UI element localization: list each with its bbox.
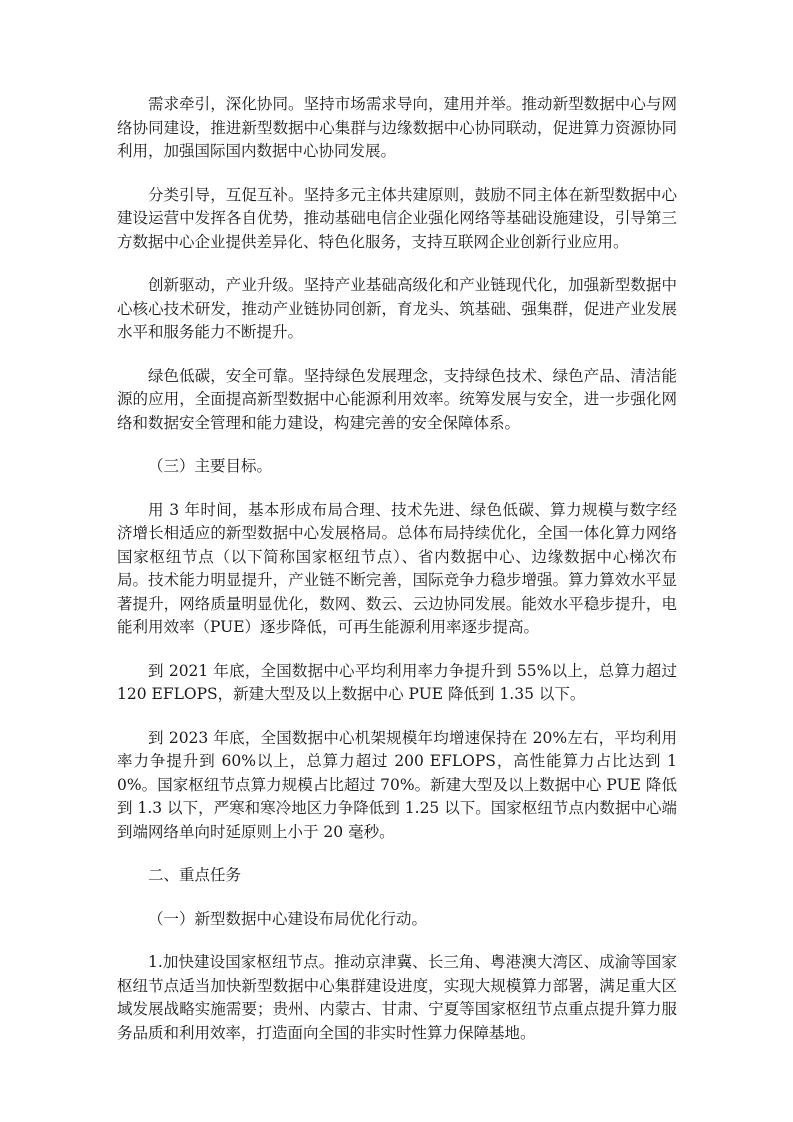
paragraph-three-year-goal: 用 3 年时间，基本形成布局合理、技术先进、绿色低碳、算力规模与数字经济增长相适应的新型数据中心发展格局。总体布局持续优化，全国一体化算力网络国家枢纽节点（以下简称国家枢纽节点）、省内数据中心、边缘数据中心梯次布局。技术能力明显提升，产业链不断完善，国际竞争力稳步增强。算力算效水平显著提升，网络质量明显优化，数网、数云、云边协同发展。能效水平稳步提升，电能利用效率（PUE）逐步降低，可再生能源利用率逐步提高。 [117, 500, 677, 636]
heading-layout-optimization: （一）新型数据中心建设布局优化行动。 [148, 909, 428, 928]
heading-key-tasks: 二、重点任务 [148, 866, 242, 884]
paragraph-national-hub-nodes: 1.加快建设国家枢纽节点。推动京津冀、长三角、粤港澳大湾区、成渝等国家枢纽节点适当加快新型数据中心集群建设进度，实现大规模算力部署，满足重大区域发展战略实施需要；贵州、内蒙古、甘肃、宁夏等国家枢纽节点重点提升算力服务品质和利用效率，打造面向全国的非实时性算力保障基地。 [117, 953, 677, 1042]
document-body [117, 93, 677, 1065]
paragraph-classified-guidance: 分类引导，互促互补。坚持多元主体共建原则，鼓励不同主体在新型数据中心建设运营中发挥各自优势，推动基础电信企业强化网络等基础设施建设，引导第三方数据中心企业提供差异化、特色化服务，支持互联网企业创新行业应用。 [117, 185, 677, 251]
paragraph-goal-2023: 到 2023 年底，全国数据中心机架规模年均增速保持在 20%左右，平均利用率力争提升到 60%以上，总算力超过 200 EFLOPS，高性能算力占比达到 10%。国家枢纽节点算力规模占比超过 70%。新建大型及以上数据中心 PUE 降低到 1.3 以下，严寒和寒冷地区力争降低到 1.25 以下。国家枢纽节点内数据中心端到端网络单向时延原则上小于 20 毫秒。 [117, 728, 677, 841]
paragraph-goal-2021: 到 2021 年底，全国数据中心平均利用率力争提升到 55%以上，总算力超过 120 EFLOPS，新建大型及以上数据中心 PUE 降低到 1.35 以下。 [117, 661, 677, 703]
heading-main-goals: （三）主要目标。 [148, 457, 273, 475]
paragraph-demand-driven: 需求牵引，深化协同。坚持市场需求导向，建用并举。推动新型数据中心与网络协同建设，推进新型数据中心集群与边缘数据中心协同联动，促进算力资源协同利用，加强国际国内数据中心协同发展。 [117, 95, 677, 160]
paragraph-green-secure: 绿色低碳，安全可靠。坚持绿色发展理念，支持绿色技术、绿色产品、清洁能源的应用，全面提高新型数据中心能源利用效率。统筹发展与安全，进一步强化网络和数据安全管理和能力建设，构建完善的安全保障体系。 [117, 366, 677, 432]
paragraph-innovation-driven: 创新驱动，产业升级。坚持产业基础高级化和产业链现代化，加强新型数据中心核心技术研发，推动产业链协同创新，育龙头、筑基础、强集群，促进产业发展水平和服务能力不断提升。 [117, 276, 677, 341]
